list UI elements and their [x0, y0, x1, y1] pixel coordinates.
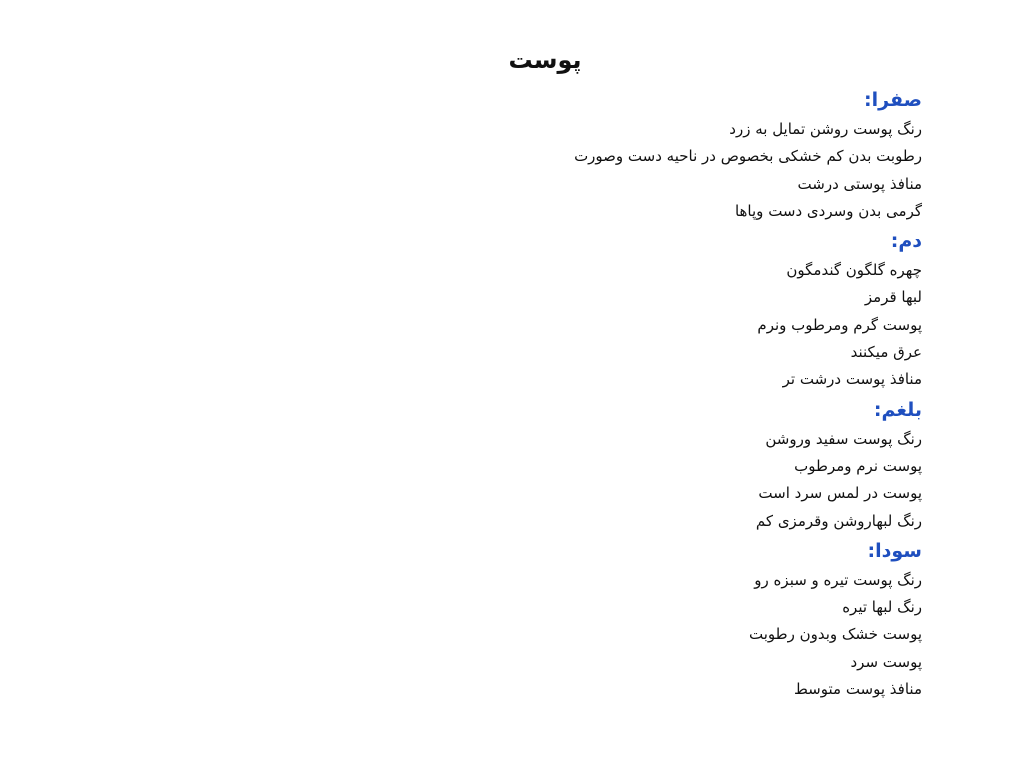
list-item: رنگ پوست روشن تمایل به زرد	[729, 120, 922, 138]
section-dam	[322, 225, 922, 393]
page-title: پوست	[508, 46, 582, 74]
list-item: پوست نرم ومرطوب	[794, 456, 922, 475]
list-item: عرق میکنند	[850, 343, 922, 362]
list-item: پوست در لمس سرد است	[758, 484, 922, 503]
section-list-sauda	[322, 567, 922, 703]
list-item: لبها قرمز	[864, 288, 922, 307]
list-item: رنگ پوست سفید وروشن	[765, 429, 922, 448]
section-list-dam	[322, 257, 922, 393]
section-balgham	[322, 394, 922, 535]
section-list-safra	[322, 116, 922, 225]
list-item: گرمی بدن وسردی دست وپاها	[734, 201, 922, 220]
list-item: پوست سرد	[850, 652, 922, 671]
list-item: رنگ لبهاروشن وقرمزی کم	[755, 511, 922, 530]
list-item: رنگ لبها تیره	[842, 598, 922, 617]
list-item: منافذ پوستی درشت	[797, 174, 922, 193]
list-item: پوست خشک وبدون رطوبت	[749, 625, 922, 644]
section-safra	[322, 84, 922, 225]
section-heading-dam: دم:	[890, 230, 922, 253]
section-heading-balgham: بلغم:	[873, 398, 922, 421]
section-heading-sauda: سودا:	[867, 539, 922, 562]
list-item: منافذ پوست متوسط	[793, 680, 922, 699]
temperament-sections	[322, 84, 922, 703]
list-item: رنگ پوست تیره و سبزه رو	[754, 570, 922, 589]
list-item: منافذ پوست درشت تر	[782, 370, 922, 389]
list-item: چهره گلگون گندمگون	[786, 261, 922, 280]
section-sauda	[322, 535, 922, 703]
list-item: رطوبت بدن کم خشکی بخصوص در ناحیه دست وصورت	[574, 147, 922, 166]
section-heading-safra: صفرا:	[864, 89, 922, 111]
list-item: پوست گرم ومرطوب ونرم	[757, 315, 922, 334]
section-list-balgham	[322, 426, 922, 535]
